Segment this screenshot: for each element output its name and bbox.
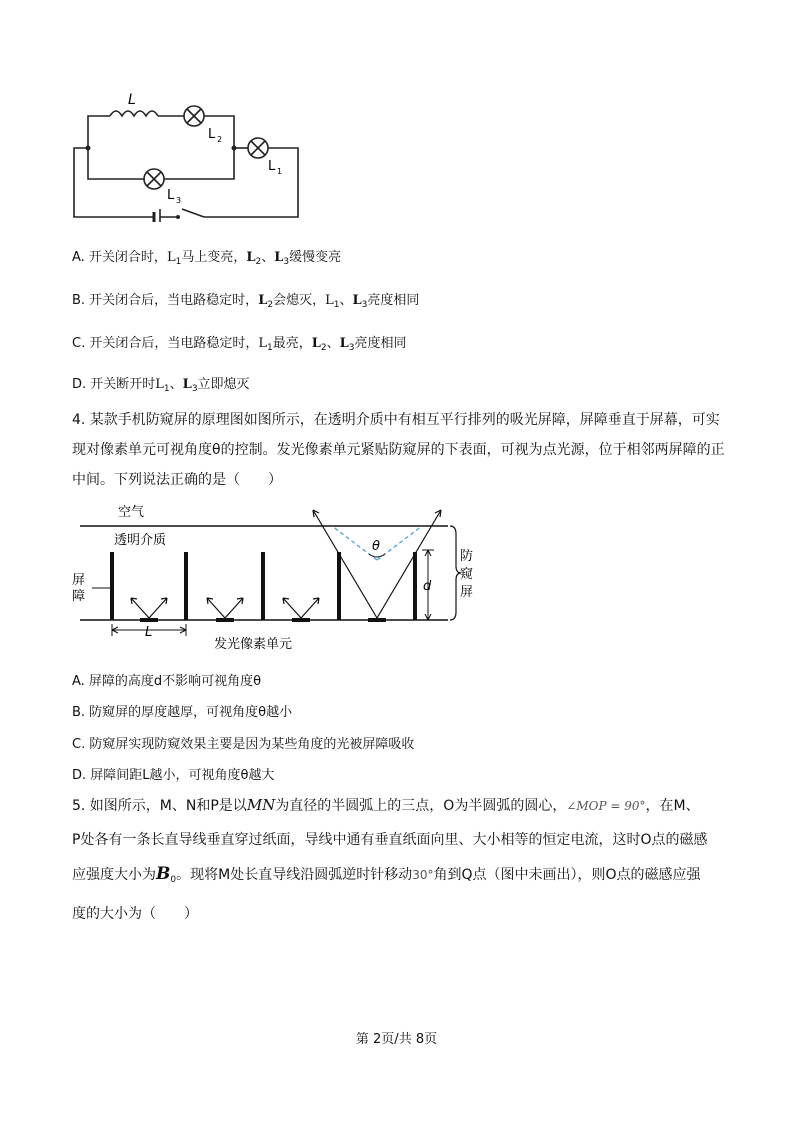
q5-line-4: 度的大小为（ ） <box>72 906 198 922</box>
q5-line-3: 应强度大小为$B_0$。现将M处长直导线沿圆弧逆时针移动30°角到Q点（图中未画出），则O点的磁感应强 <box>72 864 701 885</box>
medium-label: 透明介质 <box>114 533 167 548</box>
q3-option-b[interactable]: B. 开关闭合后，当电路稳定时，$L_2$会熄灭，$L_1$、$L_3$亮度相同 <box>72 293 420 310</box>
angle-symbol: ∠MOP = 90° <box>566 799 646 813</box>
q4-line-3: 中间。下列说法正确的是（ ） <box>72 472 282 488</box>
circuit-diagram <box>66 88 306 222</box>
air-label: 空气 <box>118 505 145 520</box>
screen-label-2: 窥 <box>460 567 474 582</box>
q3-option-d[interactable]: D. 开关断开时$L_1$、$L_3$立即熄灭 <box>72 377 250 394</box>
q5-stem <box>72 788 732 931</box>
b0-symbol: B <box>156 864 171 884</box>
q3-option-a[interactable]: A. 开关闭合时，$L_1$马上变亮，$L_2$、$L_3$缓慢变亮 <box>72 250 342 267</box>
lamp3-sub: 3 <box>176 196 182 205</box>
q4-option-d[interactable]: D. 屏障间距L越小，可视角度θ越大 <box>72 768 275 783</box>
pixel-label: 发光像素单元 <box>214 637 293 652</box>
lamp3-label: L <box>167 188 175 203</box>
mn-symbol: MN <box>246 796 276 814</box>
q4-option-a[interactable]: A. 屏障的高度d不影响可视角度θ <box>72 674 262 689</box>
q4-stem <box>72 405 732 495</box>
lamp2-label: L <box>208 127 216 142</box>
q5-line-1: 5. 如图所示，M、N和P是以MN为直径的半圆弧上的三点，O为半圆弧的圆心，∠MOP = 90°，在M、 <box>72 796 700 814</box>
screen-label-1: 防 <box>460 549 474 564</box>
inductor-label: L <box>128 92 136 108</box>
barrier-label-1: 屏 <box>72 573 86 588</box>
deg-symbol: 30° <box>412 868 434 882</box>
lamp1-sub: 1 <box>277 167 283 176</box>
lamp1-label: L <box>268 159 276 174</box>
q4-line-2: 现对像素单元可视角度θ的控制。发光像素单元紧贴防窥屏的下表面，可视为点光源，位于相邻两屏障的正 <box>72 442 725 458</box>
L-label: L <box>145 625 153 640</box>
screen-label-3: 屏 <box>460 585 474 600</box>
barrier-label-2: 障 <box>72 589 86 604</box>
d-label: d <box>423 579 432 594</box>
page-footer: 第 2页/共 8页 <box>355 1032 438 1047</box>
q3-option-c[interactable]: C. 开关闭合后，当电路稳定时，$L_1$最亮，$L_2$、$L_3$亮度相同 <box>72 336 407 353</box>
theta-label: θ <box>372 539 380 554</box>
privacy-screen-diagram <box>66 500 486 656</box>
q4-option-c[interactable]: C. 防窥屏实现防窥效果主要是因为某些角度的光被屏障吸收 <box>72 737 415 752</box>
q4-line-1: 4. 某款手机防窥屏的原理图如图所示，在透明介质中有相互平行排列的吸光屏障，屏障垂直于屏幕，可实 <box>72 412 720 428</box>
lamp2-sub: 2 <box>217 135 223 144</box>
q5-line-2: P处各有一条长直导线垂直穿过纸面，导线中通有垂直纸面向里、大小相等的恒定电流，这时O点的磁感 <box>72 832 708 848</box>
q4-option-b[interactable]: B. 防窥屏的厚度越厚，可视角度θ越小 <box>72 705 293 720</box>
